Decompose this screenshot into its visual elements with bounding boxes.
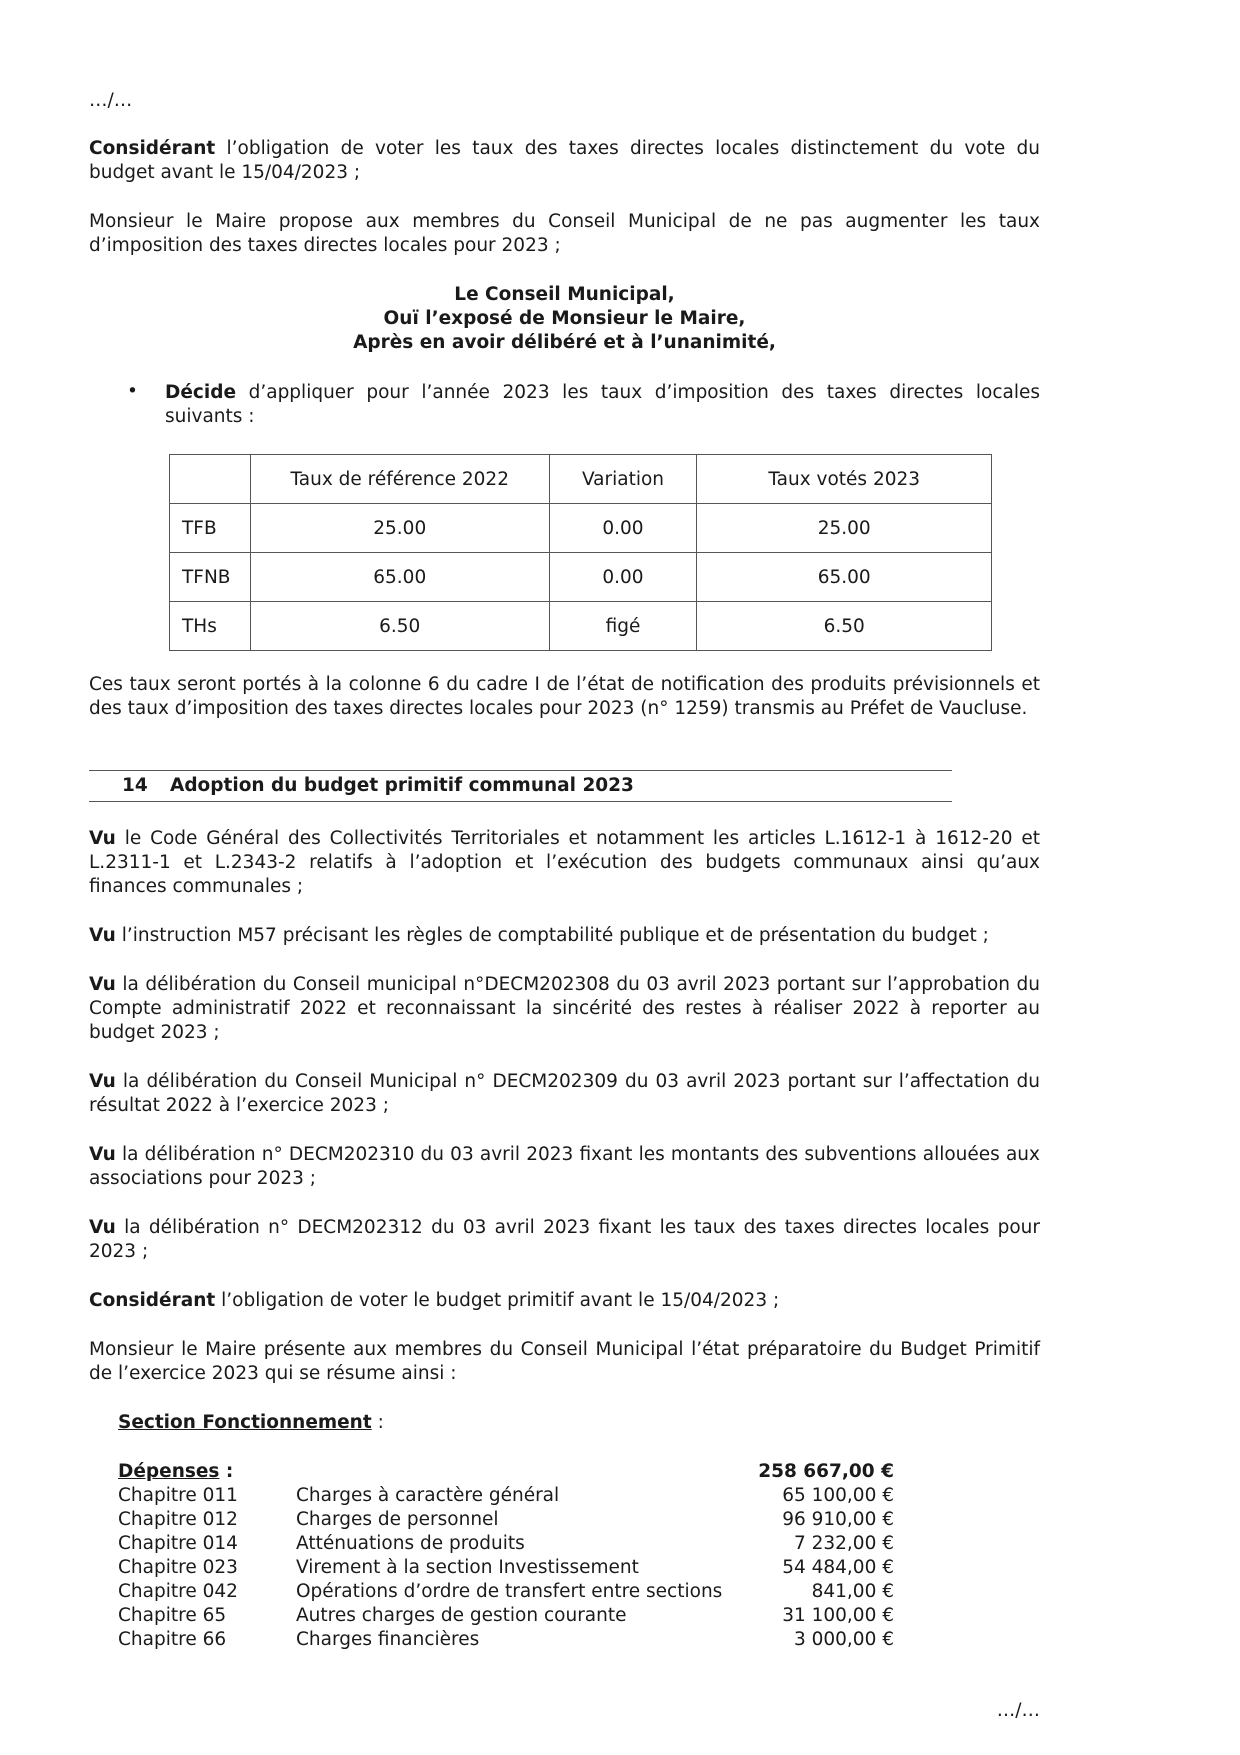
chapter-amount: 3 000,00 € (793, 1629, 894, 1650)
table-header-cell: Taux votés 2023 (697, 455, 992, 504)
section-title: Adoption du budget primitif communal 2023 (170, 775, 634, 796)
chapter-code: Chapitre 011 (118, 1485, 238, 1506)
depenses-total-amount: 258 667,00 € (758, 1461, 894, 1482)
list-item (118, 1484, 894, 1508)
table-cell: 25.00 (250, 504, 549, 553)
table-header-row (170, 455, 992, 504)
chapter-amount: 7 232,00 € (793, 1533, 894, 1554)
bullet-icon: • (127, 381, 138, 402)
chapter-code: Chapitre 042 (118, 1581, 238, 1602)
tax-rates-table (169, 454, 992, 651)
maire-proposal-paragraph: Monsieur le Maire propose aux membres du Conseil Municipal de ne pas augmenter les taux d’imposition des taxes directes locales pour 2023 ; (89, 211, 1040, 256)
depenses-total-row (118, 1460, 894, 1484)
chapter-amount: 841,00 € (811, 1581, 894, 1602)
table-cell: 65.00 (697, 553, 992, 602)
chapter-code: Chapitre 023 (118, 1557, 238, 1578)
decide-paragraph (165, 381, 1040, 429)
chapter-code: Chapitre 014 (118, 1533, 238, 1554)
table-cell: 6.50 (697, 602, 992, 651)
considerant-lead: Considérant (89, 1290, 216, 1311)
vu-lead: Vu (89, 1071, 116, 1092)
vu-paragraph-decm202312 (89, 1216, 1040, 1264)
chapter-amount: 65 100,00 € (782, 1485, 894, 1506)
chapter-label: Autres charges de gestion courante (296, 1605, 627, 1626)
council-decision-block (89, 283, 1040, 355)
chapter-label: Virement à la section Investissement (296, 1557, 639, 1578)
table-cell: THs (170, 602, 251, 651)
section-number: 14 (122, 775, 148, 796)
table-cell: TFB (170, 504, 251, 553)
vu-text: la délibération n° DECM202312 du 03 avril 2023 fixant les taux des taxes directes locales pour 2023 ; (89, 1217, 1040, 1262)
header-continuation-marker: …/… (89, 90, 133, 111)
vu-lead: Vu (89, 974, 116, 995)
chapter-label: Charges de personnel (296, 1509, 499, 1530)
list-item (118, 1532, 894, 1556)
council-line-1: Le Conseil Municipal, (454, 284, 675, 305)
considerant-text: l’obligation de voter le budget primitif avant le 15/04/2023 ; (215, 1290, 780, 1311)
vu-text: la délibération du Conseil municipal n°DECM202308 du 03 avril 2023 portant sur l’approbation du Compte administratif 2022 et reconnaissant la sincérité des restes à réaliser 2022 à reporter au budget 2023 ; (89, 974, 1040, 1043)
decide-bullet-item (127, 381, 1040, 429)
considerant-text: l’obligation de voter les taux des taxes directes locales distinctement du vote du budget avant le 15/04/2023 ; (89, 138, 1040, 183)
table-header-cell: Variation (549, 455, 697, 504)
decide-text: d’appliquer pour l’année 2023 les taux d’imposition des taxes directes locales suivants : (165, 382, 1040, 427)
table-header-cell (170, 455, 251, 504)
vu-lead: Vu (89, 828, 116, 849)
table-row (170, 602, 992, 651)
chapter-code: Chapitre 66 (118, 1629, 227, 1650)
table-row (170, 504, 992, 553)
council-line-3: Après en avoir délibéré et à l’unanimité, (353, 332, 776, 353)
depenses-label: Dépenses : (118, 1461, 234, 1482)
vu-text: le Code Général des Collectivités Territoriales et notamment les articles L.1612-1 à 1612-20 et L.2311-1 et L.2343-2 relatifs à l’adoption et l’exécution des budgets communaux ainsi qu’aux finances communales ; (89, 828, 1040, 897)
considerant-lead: Considérant (89, 138, 216, 159)
chapter-amount: 31 100,00 € (782, 1605, 894, 1626)
vu-lead: Vu (89, 1144, 116, 1165)
chapter-amount: 54 484,00 € (782, 1557, 894, 1578)
table-row (170, 553, 992, 602)
chapter-label: Charges à caractère général (296, 1485, 560, 1506)
taux-notification-paragraph: Ces taux seront portés à la colonne 6 du cadre I de l’état de notification des produits prévisionnels et des taux d’imposition des taxes directes locales pour 2023 (n° 1259) transmis au Préfet de Vaucluse. (89, 674, 1040, 719)
vu-text: l’instruction M57 précisant les règles de comptabilité publique et de présentation du budget ; (115, 925, 989, 946)
council-line-2: Ouï l’exposé de Monsieur le Maire, (383, 308, 746, 329)
table-cell: 0.00 (549, 504, 697, 553)
table-cell: 65.00 (250, 553, 549, 602)
vu-paragraph-decm202309 (89, 1070, 1040, 1118)
table-cell: figé (549, 602, 697, 651)
decide-lead: Décide (165, 382, 237, 403)
vu-paragraph-decm202308 (89, 973, 1040, 1045)
chapter-label: Charges financières (296, 1629, 480, 1650)
chapter-code: Chapitre 65 (118, 1605, 227, 1626)
list-item (118, 1508, 894, 1532)
table-header-cell: Taux de référence 2022 (250, 455, 549, 504)
vu-paragraph-cgct (89, 827, 1040, 899)
considerant-paragraph-budget (89, 1289, 1040, 1313)
vu-text: la délibération du Conseil Municipal n° DECM202309 du 03 avril 2023 portant sur l’affectation du résultat 2022 à l’exercice 2023 ; (89, 1071, 1040, 1116)
vu-paragraph-decm202310 (89, 1143, 1040, 1191)
section-heading-14 (89, 770, 952, 802)
list-item (118, 1580, 894, 1604)
chapter-label: Opérations d’ordre de transfert entre sections (296, 1581, 723, 1602)
vu-text: la délibération n° DECM202310 du 03 avril 2023 fixant les montants des subventions allouées aux associations pour 2023 ; (89, 1144, 1040, 1189)
chapter-code: Chapitre 012 (118, 1509, 238, 1530)
table-cell: TFNB (170, 553, 251, 602)
section-fonctionnement-title: Section Fonctionnement : (118, 1412, 384, 1433)
vu-lead: Vu (89, 1217, 116, 1238)
vu-lead: Vu (89, 925, 116, 946)
considerant-paragraph-taxes (89, 137, 1040, 185)
table-cell: 6.50 (250, 602, 549, 651)
list-item (118, 1628, 894, 1652)
chapter-amount: 96 910,00 € (782, 1509, 894, 1530)
table-cell: 25.00 (697, 504, 992, 553)
fonctionnement-title: Section Fonctionnement (118, 1412, 372, 1433)
vu-paragraph-m57 (89, 924, 1040, 948)
footer-continuation-marker: …/… (996, 1700, 1040, 1721)
list-item (118, 1604, 894, 1628)
list-item (118, 1556, 894, 1580)
chapter-label: Atténuations de produits (296, 1533, 525, 1554)
maire-presentation-paragraph: Monsieur le Maire présente aux membres du Conseil Municipal l’état préparatoire du Budget Primitif de l’exercice 2023 qui se résume ainsi : (89, 1339, 1040, 1384)
table-cell: 0.00 (549, 553, 697, 602)
